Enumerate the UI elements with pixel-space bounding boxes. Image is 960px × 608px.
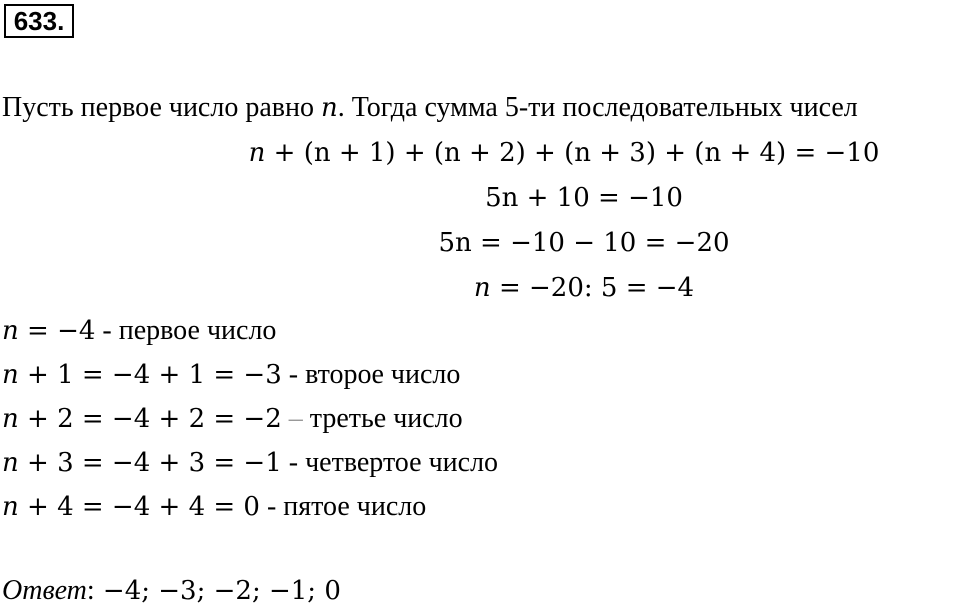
result-separator: - [281,359,306,390]
equation-isolated-text: 5n = −10 − 10 = −20 [438,228,730,258]
result-row-second [2,358,460,392]
result-separator: - [281,447,306,478]
result-variable: n [2,492,19,522]
result-expression: + 1 = −4 + 1 = −3 [27,360,282,390]
equation-isolated [0,226,960,260]
equation-simplified [0,181,960,215]
result-expression: + 4 = −4 + 4 = 0 [27,492,260,522]
intro-sentence [2,91,858,125]
result-row-first [2,314,276,348]
equation-solution-rest: = −20: 5 = −4 [498,273,695,303]
result-row-fifth [2,490,426,524]
result-row-third [2,402,463,436]
answer-values: −4; −3; −2; −1; 0 [94,576,341,606]
equation-solution [0,271,960,305]
result-variable: n [2,404,19,434]
intro-text-after: . Тогда сумма 5-ти последовательных чисел [337,92,858,123]
result-description: первое число [118,315,277,346]
answer-line [2,574,341,608]
equation-sum [0,136,960,170]
result-separator: - [259,491,284,522]
equation-variable: n [248,138,266,168]
equation-sum-rest: + (n + 1) + (n + 2) + (n + 3) + (n + 4) = −10 [273,138,880,168]
intro-variable: n [320,93,338,123]
result-separator: - [95,315,119,346]
result-expression: + 3 = −4 + 3 = −1 [27,448,282,478]
problem-number: 633. [4,4,74,38]
result-description: пятое число [283,491,427,522]
equation-simplified-text: 5n + 10 = −10 [485,183,683,213]
answer-colon: : [86,575,95,606]
intro-text-before: Пусть первое число равно [2,92,321,123]
result-description: вторoе число [305,359,461,390]
result-row-fourth [2,446,498,480]
result-variable: n [2,360,19,390]
result-separator: – [281,403,310,434]
result-description: третье число [309,403,463,434]
result-description: четвертое число [305,447,499,478]
equation-solution-variable: n [473,273,491,303]
result-variable: n [2,448,19,478]
result-expression: = −4 [27,316,96,346]
result-expression: + 2 = −4 + 2 = −2 [27,404,282,434]
answer-label: Ответ [2,575,87,606]
result-variable: n [2,316,19,346]
